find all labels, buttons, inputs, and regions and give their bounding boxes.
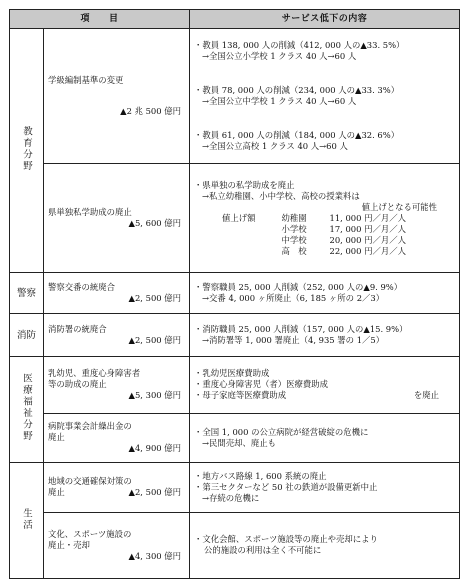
content-cell: ・警察職員 25, 000 人削減（252, 000 人の▲9. 9%） →交番 4, 000 ヶ所廃止（6, 185 ヶ所の 2／3） [190,272,460,313]
content-cell: ・教員 61, 000 人の削減（184, 000 人の▲32. 6%） →全国公立高校 1 クラス 40 人→60 人 [190,118,460,163]
tuition-row: 値上げ額 幼稚園 11, 000 円／月／人 [194,213,455,224]
item-name: 警察交番の統廃合 [48,282,115,293]
header-row [10,10,460,29]
content-cell: ・県単独の私学助成を廃止 →私立幼稚園、小中学校、高校の授業料は 値上げとなる可能性 値上げ額 幼稚園 11, 000 円／月／人 小学校 17, 000 円／月／人 中学校 20, 000 円／月／人 高 校 22, 000 円／月／人 [190,164,460,273]
category-education: 教育分野 [10,29,44,273]
table-row [10,29,460,73]
item-name: 地域の交通確保対策の [48,476,132,487]
service-reduction-table [9,9,459,579]
item-name: 県単独私学助成の廃止 [48,207,132,218]
item-fire [44,314,190,356]
tuition-row: 中学校 20, 000 円／月／人 [281,234,407,245]
table-row [10,314,460,356]
table [9,9,460,579]
content-cell: ・地方バス路線 1, 600 系統の廃止 ・第三セクターなど 50 社の鉄道が設備更新中止 →存続の危機に [190,463,460,513]
tuition-label: 値上げ額 [222,212,256,223]
table-row [10,272,460,313]
content-cell: ・消防職員 25, 000 人削減（157, 000 人の▲15. 9%） →消防署等 1, 000 署廃止（4, 935 署の 1／5） [190,314,460,356]
item-name: 乳幼児、重度心身障害者 [48,368,141,379]
category-fire: 消防 [10,314,44,356]
table-row [10,413,460,463]
category-police: 警察 [10,272,44,313]
content-cell: ・全国 1, 000 の公立病院が経営破綻の危機に →民間売却、廃止も [190,413,460,463]
table-row [10,463,460,513]
item-police [44,272,190,313]
item-class-size [44,29,190,164]
item-child-medical: 乳幼児、重度心身障害者 等の助成の廃止 ▲5, 300 億円 [44,356,190,413]
item-name: 病院事業会計繰出金の [48,421,132,432]
item-amount: ▲2 兆 500 億円 [120,106,182,117]
item-hospital: 病院事業会計繰出金の 廃止 ▲4, 900 億円 [44,413,190,463]
table-row [10,164,460,273]
item-name: 学級編制基準の変更 [48,75,124,86]
item-amount: ▲4, 300 億円 [128,550,182,561]
item-amount: ▲5, 600 億円 [128,218,182,229]
item-amount: ▲5, 300 億円 [128,390,182,401]
header-item: 項 目 [10,10,190,29]
table-row [10,512,460,578]
item-amount: ▲2, 500 億円 [128,335,182,345]
content-cell: ・乳幼児医療費助成 ・重度心身障害児（者）医療費助成 ・母子家庭等医療費助成 を廃止 [190,356,460,413]
item-amount: ▲2, 500 億円 [128,293,182,304]
table-row [10,356,460,413]
category-welfare: 医療福祉分野 [10,356,44,462]
item-culture-sports: 文化、スポーツ施設の 廃止・売却 ▲4, 300 億円 [44,512,190,578]
category-life: 生活 [10,463,44,579]
item-name: 文化、スポーツ施設の [48,528,132,539]
item-name: 消防署の統廃合 [48,324,107,334]
tuition-row: 高 校 22, 000 円／月／人 [281,245,407,256]
content-cell: ・文化会館、スポーツ施設等の廃止や売却により 公的施設の利用は全く不可能に [190,512,460,578]
item-amount: ▲2, 500 億円 [128,487,182,498]
item-amount: ▲4, 900 億円 [128,443,182,454]
tuition-row: 小学校 17, 000 円／月／人 [281,223,407,234]
item-private-school [44,164,190,273]
content-cell: ・教員 138, 000 人の削減（412, 000 人の▲33. 5%） →全国公立小学校 1 クラス 40 人→60 人 [190,29,460,73]
header-content: サービス低下の内容 [190,10,460,29]
content-cell: ・教員 78, 000 人の削減（234, 000 人の▲33. 3%） →全国公立中学校 1 クラス 40 人→60 人 [190,73,460,118]
item-transport: 地域の交通確保対策の 廃止 ▲2, 500 億円 [44,463,190,513]
